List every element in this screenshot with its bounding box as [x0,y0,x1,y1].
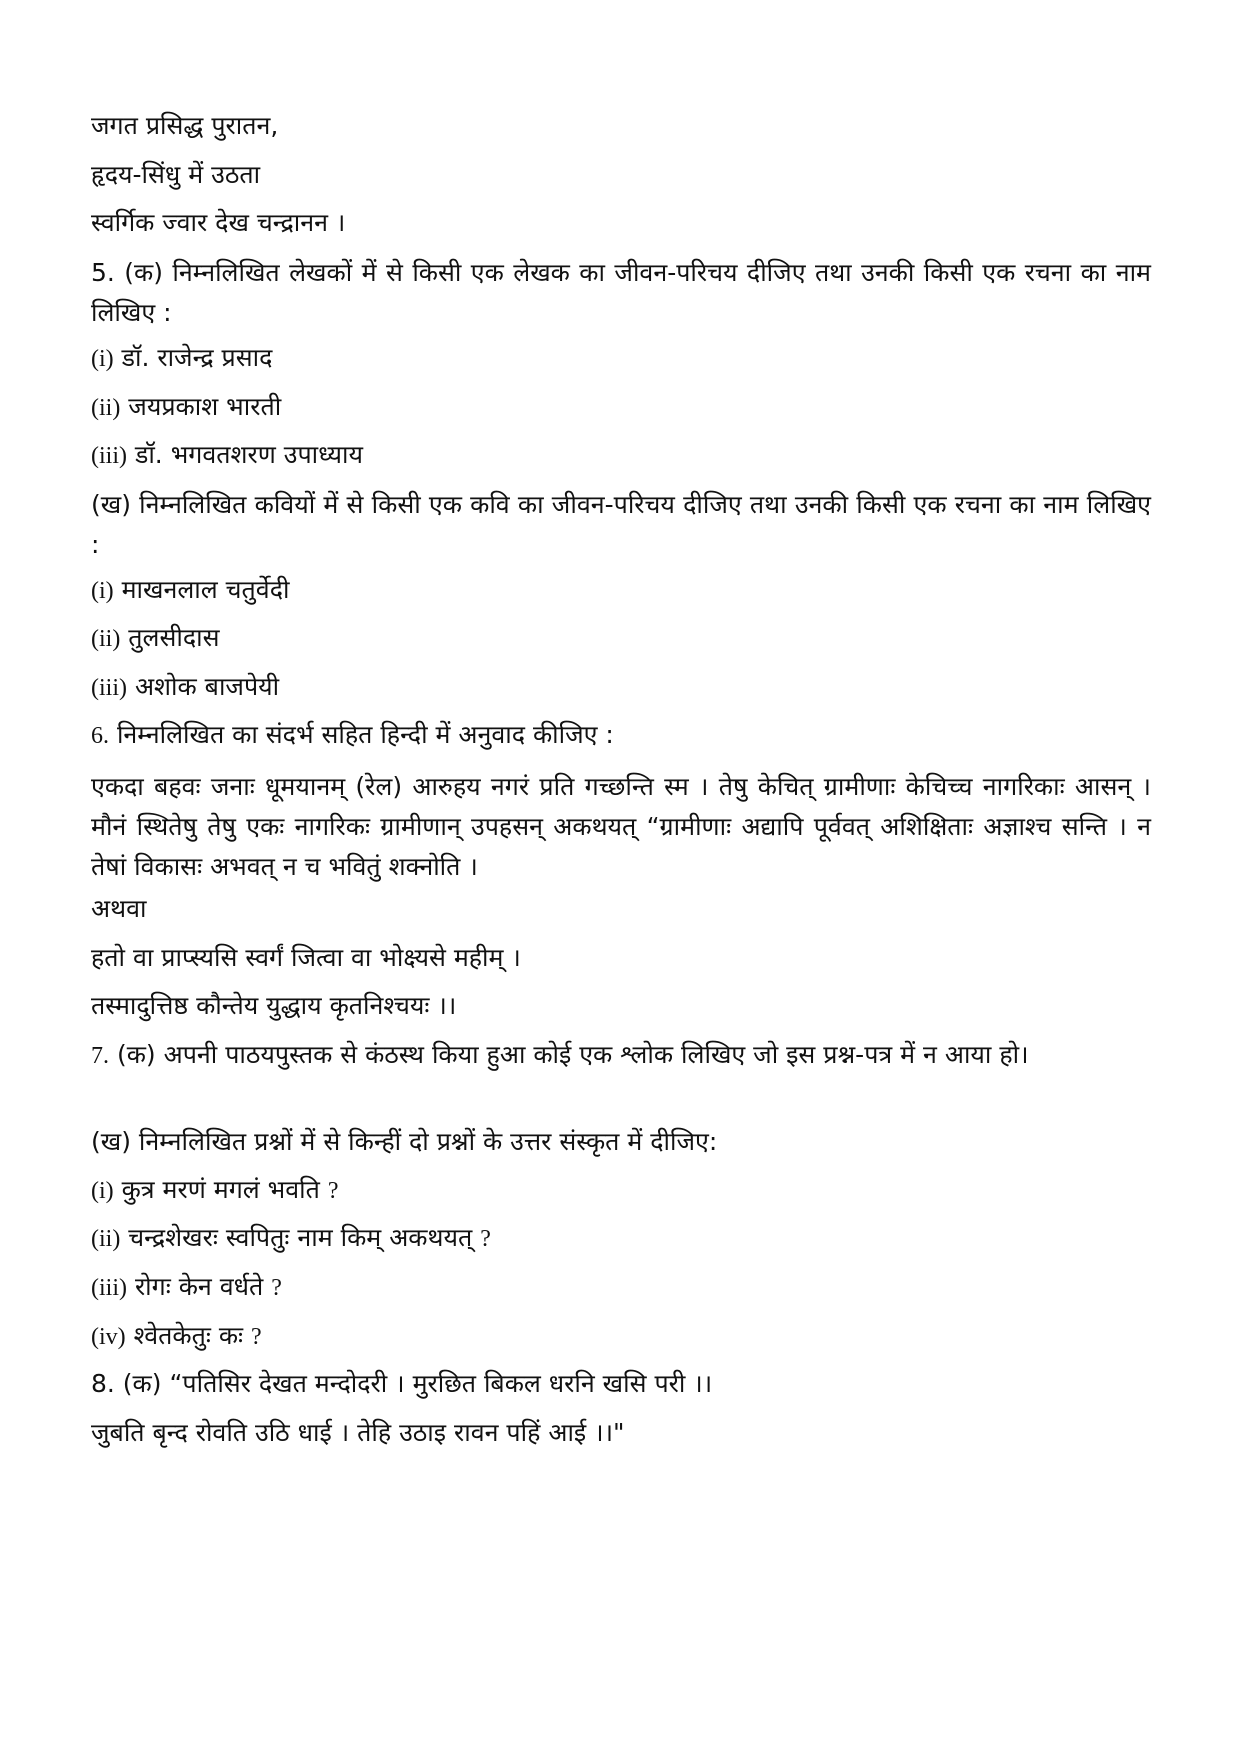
poem-line: जगत प्रसिद्ध पुरातन, [91,111,279,140]
poem-line: हृदय-सिंधु में उठता [91,160,261,189]
question-5-kha-prompt: (ख) निम्नलिखित कवियों में से किसी एक कवि का जीवन-परिचय दीजिए तथा उनकी किसी एक रचना का नाम लिखिए : [91,490,1151,559]
q7-kha-question [91,1174,339,1207]
option-number: (ii) [91,395,121,421]
question-7-ka-text: (क) अपनी पाठयपुस्तक से कंठस्थ किया हुआ कोई एक श्लोक लिखिए जो इस प्रश्न-पत्र में न आया हो। [116,1040,1029,1069]
q5-kha-option [91,574,289,607]
q7-kha-question [91,1271,282,1304]
question-7-ka-prompt [91,1035,1151,1076]
question-number: (i) [91,1178,114,1204]
question-6-text: निम्नलिखित का संदर्भ सहित हिन्दी में अनुवाद कीजिए : [116,720,614,749]
option-number: (i) [91,578,114,604]
q5-ka-option [91,391,281,424]
question-8-line: जुबति बृन्द रोवति उठि धाई । तेहि उठाइ रावन पहिं आई ।।" [91,1418,625,1447]
option-text: माखनलाल चतुर्वेदी [121,575,290,604]
or-separator: अथवा [91,894,147,923]
question-number: (ii) [91,1226,121,1252]
question-text: चन्द्रशेखरः स्वपितुः नाम किम् अकथयत् [128,1223,473,1252]
question-mark: ? [480,1226,491,1252]
poem-line: स्वर्गिक ज्वार देख चन्द्रानन । [91,208,346,237]
option-text: डॉ. राजेन्द्र प्रसाद [121,343,273,372]
q5-kha-option [91,671,279,704]
q5-ka-option [91,439,363,472]
verse-line: तस्मादुत्तिष्ठ कौन्तेय युद्धाय कृतनिश्चयः ।। [91,991,457,1020]
verse-line: हतो वा प्राप्स्यसि स्वर्गं जित्वा वा भोक्ष्यसे महीम् । [91,943,521,972]
question-text: रोगः केन वर्धते [134,1272,264,1301]
question-7-kha-prompt: (ख) निम्नलिखित प्रश्नों में से किन्हीं दो प्रश्नों के उत्तर संस्कृत में दीजिए: [91,1127,718,1156]
q5-ka-option [91,342,272,375]
question-text: श्वेतकेतुः कः [133,1321,244,1350]
question-mark: ? [327,1178,339,1204]
option-text: तुलसीदास [128,623,220,652]
option-text: डॉ. भगवतशरण उपाध्याय [134,440,363,469]
q6-sanskrit-passage: एकदा बहवः जनाः धूमयानम् (रेल) आरुहय नगरं प्रति गच्छन्ति स्म । तेषु केचित् ग्रामीणाः केचिच्च नागरिकाः आसन् । मौनं स्थितेषु तेषु एकः नागरिकः ग्रामीणान् उपहसन् अकथयत् “ग्रामीणाः अद्यापि पूर्ववत् अशिक्षिताः अज्ञाश्च सन्ति । न तेषां विकासः अभवत् न च भवितुं शक्नोति । [91,772,1151,881]
question-number: (iv) [91,1324,126,1350]
option-number: (iii) [91,675,127,701]
option-number: (i) [91,346,114,372]
question-6-prompt [91,719,614,752]
option-text: जयप्रकाश भारती [128,392,282,421]
question-text: कुत्र मरणं मगलं भवति [121,1175,320,1204]
q5-kha-option [91,622,220,655]
q7-kha-question [91,1222,491,1255]
question-mark: ? [271,1275,282,1301]
option-number: (ii) [91,626,121,652]
question-5-ka-prompt: 5. (क) निम्नलिखित लेखकों में से किसी एक लेखक का जीवन-परिचय दीजिए तथा उनकी किसी एक रचना का नाम लिखिए : [91,258,1151,327]
question-8-line: 8. (क) “पतिसिर देखत मन्दोदरी । मुरछित बिकल धरनि खसि परी ।। [91,1369,713,1398]
question-number: (iii) [91,1275,127,1301]
question-mark: ? [251,1324,262,1350]
option-text: अशोक बाजपेयी [134,672,280,701]
option-number: (iii) [91,443,127,469]
question-number: 7. [91,1043,109,1069]
q7-kha-question [91,1320,262,1353]
question-number: 6. [91,723,109,749]
